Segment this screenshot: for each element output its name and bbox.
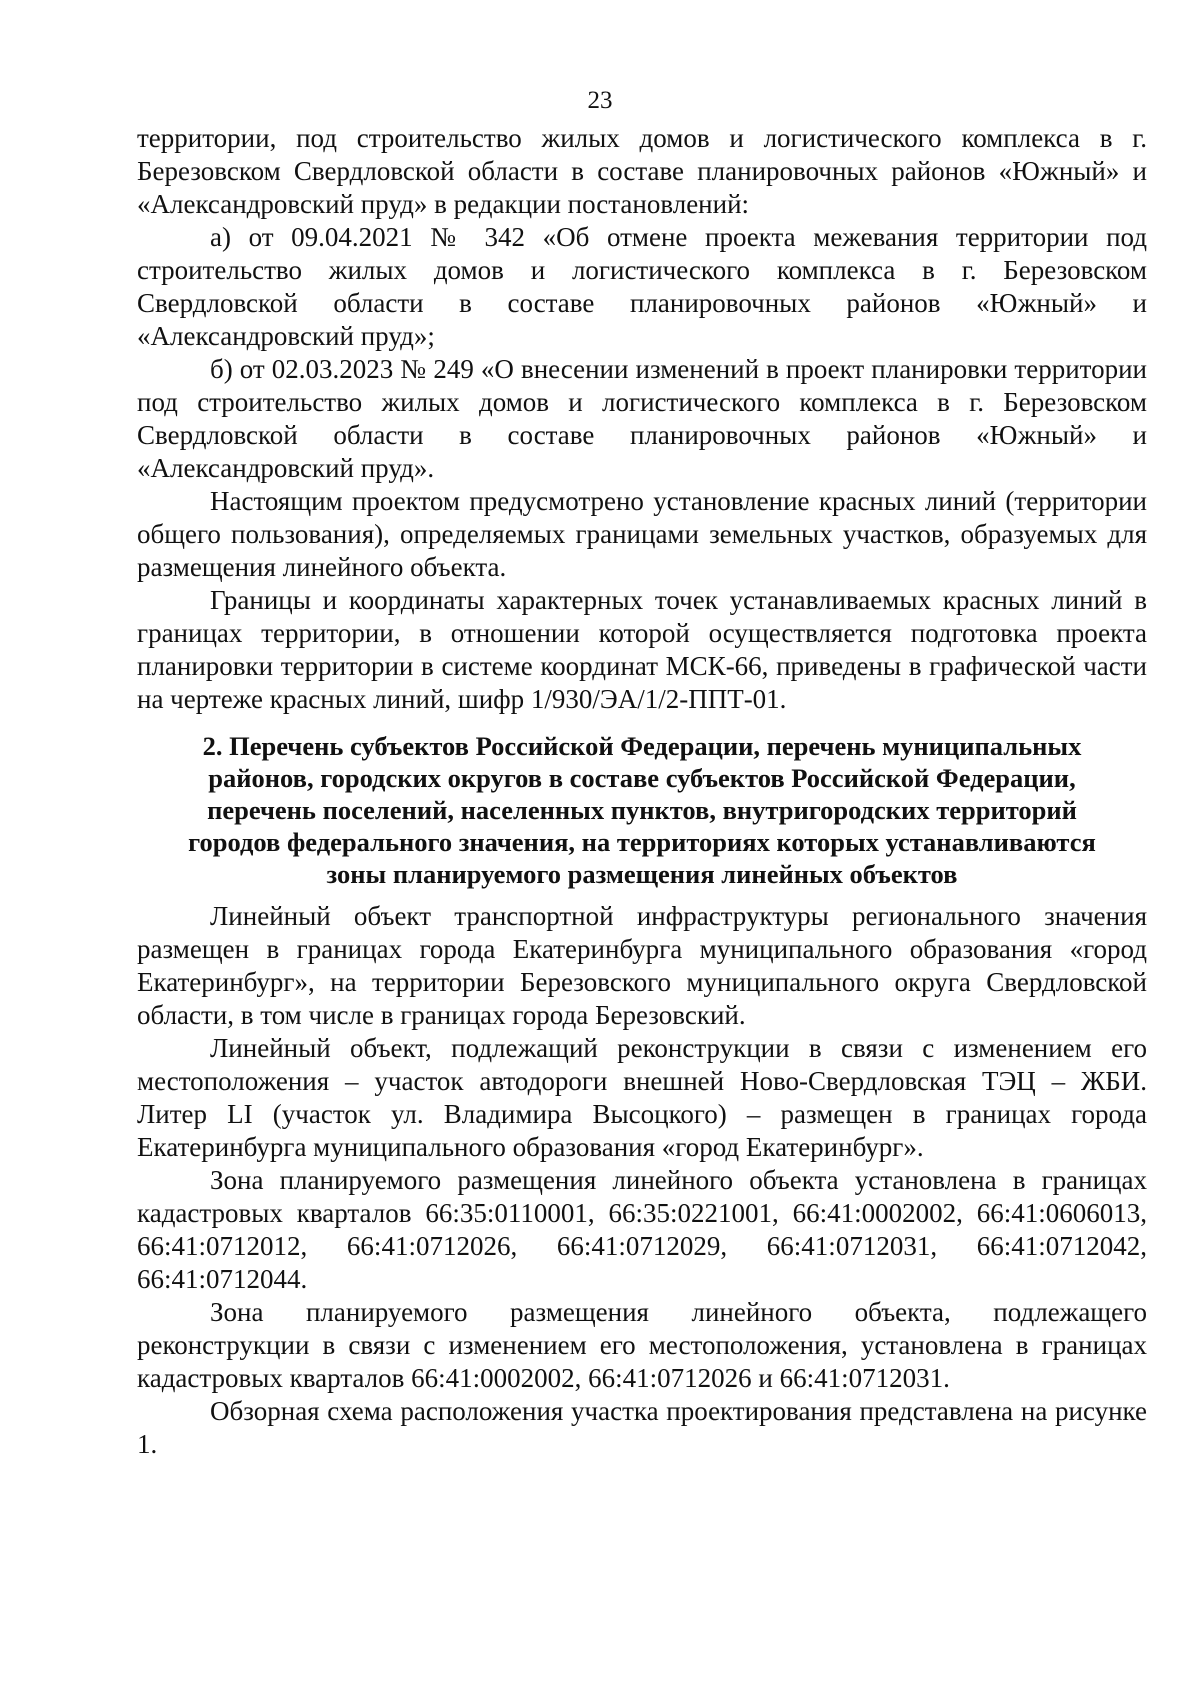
paragraph: Настоящим проектом предусмотрено установление красных линий (территории общего пользования), определяемых границами земельных участков, образуемых для размещения линейного объекта.: [137, 486, 1147, 582]
paragraph: Обзорная схема расположения участка проектирования представлена на рисунке 1.: [137, 1396, 1147, 1459]
document-body: [137, 122, 1147, 1461]
paragraph: а) от 09.04.2021 № 342 «Об отмене проекта межевания территории под строительство жилых домов и логистического комплекса в г. Березовском Свердловской области в составе планировочных районов «Южный» и «Александровский пруд»;: [137, 222, 1147, 351]
paragraph: Зона планируемого размещения линейного объекта установлена в границах кадастровых кварталов 66:35:0110001, 66:35:0221001, 66:41:0002002, 66:41:0606013, 66:41:0712012, 66:41:0712026, 66:41:0712029, 66:41:0712031, 66:41:0712042, 66:41:0712044.: [137, 1165, 1147, 1294]
section-heading-line: 2. Перечень субъектов Российской Федерации, перечень муниципальных: [202, 731, 1082, 761]
paragraph: б) от 02.03.2023 № 249 «О внесении изменений в проект планировки территории под строительство жилых домов и логистического комплекса в г. Березовском Свердловской области в составе планировочных районов «Южный» и «Александровский пруд».: [137, 354, 1147, 483]
section-heading-line: зоны планируемого размещения линейных объектов: [326, 859, 958, 889]
section-heading-line: районов, городских округов в составе субъектов Российской Федерации,: [208, 763, 1076, 793]
paragraph: Зона планируемого размещения линейного объекта, подлежащего реконструкции в связи с изменением его местоположения, установлена в границах кадастровых кварталов 66:41:0002002, 66:41:0712026 и 66:41:0712031.: [137, 1297, 1147, 1393]
paragraph: территории, под строительство жилых домов и логистического комплекса в г. Березовском Свердловской области в составе планировочных районов «Южный» и «Александровский пруд» в редакции постановлений:: [137, 123, 1147, 219]
page-number: 23: [587, 87, 613, 114]
paragraph: Границы и координаты характерных точек устанавливаемых красных линий в границах территории, в отношении которой осуществляется подготовка проекта планировки территории в системе координат МСК-66, приведены в графической части на чертеже красных линий, шифр 1/930/ЭА/1/2-ППТ-01.: [137, 585, 1147, 714]
paragraph: Линейный объект, подлежащий реконструкции в связи с изменением его местоположения – участок автодороги внешней Ново-Свердловская ТЭЦ – ЖБИ. Литер LI (участок ул. Владимира Высоцкого) – размещен в границах города Екатеринбурга муниципального образования «город Екатеринбург».: [137, 1033, 1147, 1162]
paragraph: Линейный объект транспортной инфраструктуры регионального значения размещен в границах города Екатеринбурга муниципального образования «город Екатеринбург», на территории Березовского муниципального округа Свердловской области, в том числе в границах города Березовский.: [137, 901, 1147, 1030]
section-heading-line: перечень поселений, населенных пунктов, внутригородских территорий: [207, 795, 1077, 825]
section-heading: [137, 730, 1147, 890]
section-heading-line: городов федерального значения, на территориях которых устанавливаются: [188, 827, 1096, 857]
